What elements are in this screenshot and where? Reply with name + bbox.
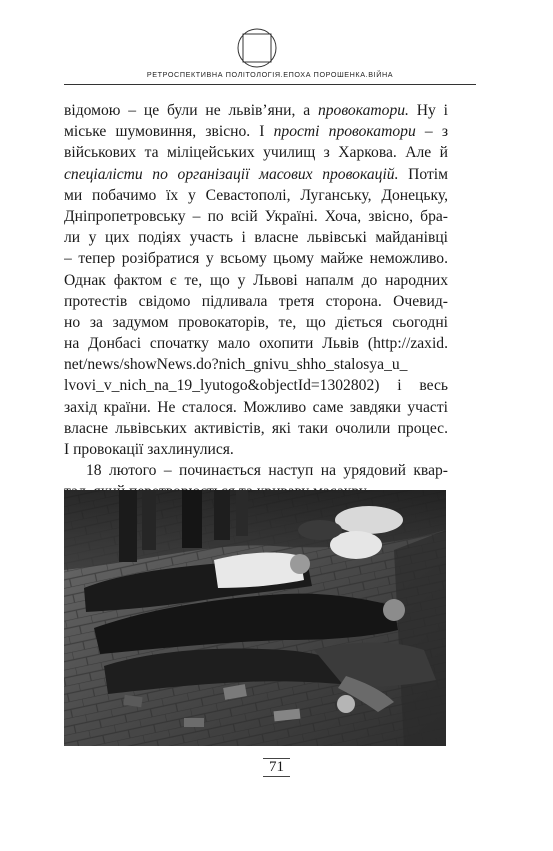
text-run: ми побачимо їх у Севастополі, Луганську, Донецьку, (64, 186, 448, 204)
text-run: відомою – це були не львів’яни, а (64, 102, 318, 119)
text-run: Ну і (408, 102, 448, 119)
text-run: – з (415, 123, 448, 141)
running-head: РЕТРОСПЕКТИВНА ПОЛІТОЛОГІЯ.ЕПОХА ПОРОШЕНКА.ВІЙНА (146, 70, 394, 79)
photo-illustration (64, 490, 446, 746)
text-run: net/news/showNews.do?nich_gnivu_shho_stalosya_u_ (64, 356, 408, 374)
text-line (64, 142, 448, 163)
italic-text: прості провокатори (273, 123, 416, 141)
text-run: Потім (398, 165, 448, 183)
text-run: lvovi_v_nich_na_19_lyutogo&objectId=1302802) і весь (64, 377, 448, 395)
text-run: Дніпропетровську – по всій Україні. Хоча, звісно, бра- (64, 207, 448, 225)
italic-text: провокатори. (317, 102, 409, 119)
italic-text: спеціалісти по організації масових провокацій. (64, 165, 399, 183)
text-line (64, 248, 448, 269)
text-run: Однак фактом є те, що у Львові напалм до народних (64, 271, 448, 289)
photo-drawing (64, 490, 446, 746)
text-run: міське шумовиння, звісно. І (64, 123, 274, 141)
text-line (64, 460, 448, 481)
text-line (64, 164, 448, 185)
text-run: на Донбасі спочатку мало охопити Львів (http://zaxid. (64, 335, 448, 353)
text-run: но за задумом провокаторів, те, що діється сьогодні (64, 313, 448, 331)
text-run: протестів свідомо підливала третя сторона. Очевид- (64, 292, 448, 310)
body-text (64, 100, 448, 503)
emblem-icon (234, 23, 280, 73)
text-line (64, 312, 448, 333)
text-line (64, 354, 448, 375)
text-run: ли у цих подіях участь і власне львівські майданівці (64, 229, 448, 247)
text-line (64, 397, 448, 418)
text-line (64, 333, 448, 354)
text-run: власне львівських активістів, які таки очолили процес. (64, 419, 448, 437)
header-divider (64, 84, 476, 85)
page-number-value: 71 (263, 758, 290, 777)
text-line (64, 439, 448, 460)
text-run: військових та міліцейських училищ з Харкова. Але й (64, 144, 448, 162)
text-line (64, 375, 448, 396)
text-line (64, 185, 448, 206)
text-run: – тепер розібратися у всьому цьому майже неможливо. (64, 250, 448, 268)
text-run: 18 лютого – починається наступ на урядовий квар- (86, 462, 448, 480)
text-line (64, 227, 448, 248)
text-line (64, 270, 448, 291)
text-run: захід країни. Не сталося. Можливо саме завдяки участі (64, 398, 448, 416)
text-line (64, 206, 448, 227)
page-number (0, 758, 553, 777)
text-line (64, 121, 448, 142)
text-run: І провокації захлинулися. (64, 441, 234, 458)
text-line (64, 418, 448, 439)
text-line (64, 291, 448, 312)
text-line (64, 100, 448, 121)
